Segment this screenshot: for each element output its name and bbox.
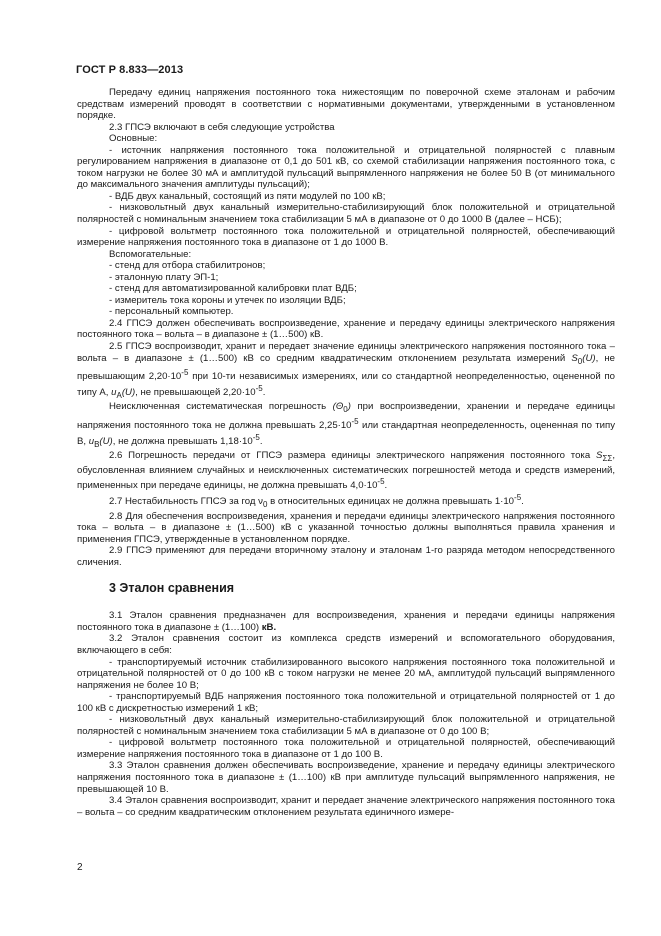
list-item: - ВДБ двух канальный, состоящий из пяти модулей по 100 кВ; — [109, 190, 386, 202]
text-run: 2.5 ГПСЭ воспроизводит, хранит и передает значение единицы электрического напряжения постоянного тока – вольта – в диапазоне ± (1…500) кВ со средним квадратическим отклонением результата измерений — [77, 341, 615, 364]
text-run: , не должна превышать 1,18·10 — [112, 435, 253, 447]
paragraph-2-5 — [77, 341, 615, 401]
list-item: - эталонную плату ЭП-1; — [109, 271, 219, 283]
paragraph: Основные: — [109, 133, 158, 145]
paragraph-2-7 — [77, 492, 615, 511]
formula-symbol: ) — [347, 401, 351, 413]
text-run: 2.6 Погрешность передачи от ГПСЭ размера единицы электрического напряжения постоянного тока — [109, 450, 597, 462]
list-item: - измеритель тока короны и утечек по изоляции ВДБ; — [109, 294, 346, 306]
text-run: в относительных единицах не должна превышать 1·10 — [267, 496, 515, 508]
text-run: 2.7 Нестабильность ГПСЭ за год ν — [109, 496, 263, 508]
paragraph: 3.4 Эталон сравнения воспроизводит, хранит и передает значение электрического напряжения постоянного тока – вольта – со средним квадратическим отклонением результата единичного измере- — [77, 795, 615, 818]
paragraph: 2.9 ГПСЭ применяют для передачи вторичному эталону и эталонам 1-го разряда методом непосредственного сличения. — [77, 545, 615, 568]
formula-subscript: 0 — [577, 356, 583, 366]
text-run: или стандартная неопределенность, оцененная по типу В, — [77, 420, 615, 447]
text-run: , не превышающим 2,20·10 — [77, 352, 615, 383]
paragraph: 3.2 Эталон сравнения состоит из комплекса средств измерений и вспомогательного оборудования, включающего в себя: — [77, 633, 615, 656]
text-run: при воспроизведении, хранении и передаче единицы напряжения постоянного тока не должна превышать 2,25·10 — [77, 401, 615, 432]
list-item: - транспортируемый источник стабилизированного высокого напряжения постоянного тока положительной и отрицательной полярностей от 0 до 100 кВ с током нагрузки не менее 20 мА, амплитудой пульсаций выпрямленного напряжения не более 10 В; — [77, 656, 615, 691]
formula-symbol: u — [88, 435, 95, 447]
formula-subscript: 0 — [262, 500, 268, 510]
formula-symbol: S — [596, 450, 603, 462]
list-item: - стенд для отбора стабилитронов; — [109, 260, 266, 272]
formula-subscript: 0 — [343, 405, 348, 415]
paragraph: Вспомогательные: — [109, 248, 192, 260]
text-run: , обусловленная влиянием случайных и неисключенных систематических погрешностей метода и средств измерений, примененных при передаче единицы, не должна превышать 4,0·10 — [77, 450, 615, 492]
paragraph: 2.8 Для обеспечения воспроизведения, хранения и передачи единицы электрического напряжения постоянного тока – вольта – в диапазоне ± (1…500) кВ с указанной точностью должны выполняться правила хранения и применения ГПСЭ, утвержденные в установленном порядке. — [77, 510, 615, 545]
document-body — [77, 87, 615, 818]
paragraph-2-6 — [77, 450, 615, 492]
list-item: - стенд для автоматизированной калибровки плат ВДБ; — [109, 283, 357, 295]
formula-subscript: ΣΣ — [602, 454, 613, 464]
formula-subscript: A — [116, 390, 122, 400]
formula-subscript: B — [94, 439, 100, 449]
paragraph-2-5-systematic-error — [77, 401, 615, 450]
paragraph: 2.3 ГПСЭ включают в себя следующие устройства — [109, 121, 335, 133]
list-item: - низковольтный двух канальный измерительно-стабилизирующий блок положительной и отрицательной полярностей с номинальным значением тока стабилизации 5 мА в диапазоне от 0 до 100 В; — [77, 714, 615, 737]
document-header: ГОСТ Р 8.833—2013 — [76, 64, 184, 76]
text-run: . — [262, 386, 266, 398]
list-item: - цифровой вольтметр постоянного тока положительной и отрицательной полярностей, обеспечивающий измерение напряжения постоянного тока в диапазоне от 1 до 100 В. — [77, 737, 615, 760]
page-number: 2 — [77, 862, 83, 873]
text-run: 3.1 Эталон сравнения предназначен для воспроизведения, хранения и передачи единицы напряжения постоянного тока в диапазоне ± (1…100) — [77, 610, 615, 633]
formula-exponent: -5 — [181, 368, 189, 378]
text-run: . — [259, 435, 263, 447]
text-run: при 10-ти независимых измерениях, или со стандартной неопределенностью, оцененной по типу А, — [77, 371, 616, 398]
paragraph-3-1 — [77, 610, 615, 633]
formula-symbol: (Θ — [332, 401, 344, 413]
list-item: - низковольтный двух канальный измерительно-стабилизирующий блок положительной и отрицательной полярностей с номинальным значением тока стабилизации 5 мА в диапазоне от 0 до 1000 В (далее – НСБ); — [77, 202, 615, 226]
formula-symbol: u — [111, 386, 117, 398]
formula-exponent: -5 — [351, 416, 359, 426]
paragraph: Передачу единиц напряжения постоянного тока нижестоящим по поверочной схеме эталонам и рабочим средствам измерений проводят в соответствии с нормативными документами, утвержденными в установленном порядке. — [77, 87, 615, 122]
formula-symbol: S — [571, 352, 578, 364]
list-item: - персональный компьютер. — [109, 306, 234, 318]
paragraph: 2.4 ГПСЭ должен обеспечивать воспроизведение, хранение и передачу единицы электрического напряжения постоянного тока – вольта – в диапазоне ± (1…500) кВ. — [77, 317, 615, 341]
paragraph: 3.3 Эталон сравнения должен обеспечивать воспроизведение, хранение и передачу единицы электрического напряжения постоянного тока в диапазоне ± (1…100) кВ при амплитуде пульсаций выпрямленного напряжения, не превышающей 10 В. — [77, 760, 615, 795]
list-item: - цифровой вольтметр постоянного тока положительной и отрицательной полярностей, обеспечивающий измерение напряжения постоянного тока в диапазоне от 1 до 1000 В. — [77, 225, 615, 249]
text-run: Неисключенная систематическая погрешность — [109, 401, 333, 413]
formula-exponent: -5 — [514, 492, 522, 502]
text-run: . — [384, 480, 388, 492]
list-item: - транспортируемый ВДБ напряжения постоянного тока положительной и отрицательной полярностей от 1 до 100 кВ с дискретностью измерений 1 кВ; — [77, 691, 615, 714]
formula-exponent: -5 — [377, 477, 385, 487]
formula-symbol: (U) — [582, 352, 596, 364]
formula-exponent: -5 — [255, 383, 263, 393]
formula-symbol: (U) — [99, 435, 113, 447]
formula-symbol: (U) — [121, 386, 136, 398]
section-heading: 3 Эталон сравнения — [109, 581, 235, 596]
text-run: , не превышающей 2,20·10 — [135, 386, 256, 398]
text-run: . — [521, 496, 524, 508]
list-item: - источник напряжения постоянного тока положительной и отрицательной полярностей с плавным регулированием напряжения в диапазоне от 0,1 до 501 кВ, со схемой стабилизации напряжения постоянного тока, с током нагрузки не более 30 мА и амплитудой пульсаций выпрямленного напряжения не более 50 В (от минимального до максимального значения амплитуды пульсаций); — [77, 144, 615, 191]
formula-exponent: -5 — [252, 432, 260, 442]
text-run-bold: кВ. — [261, 621, 277, 633]
